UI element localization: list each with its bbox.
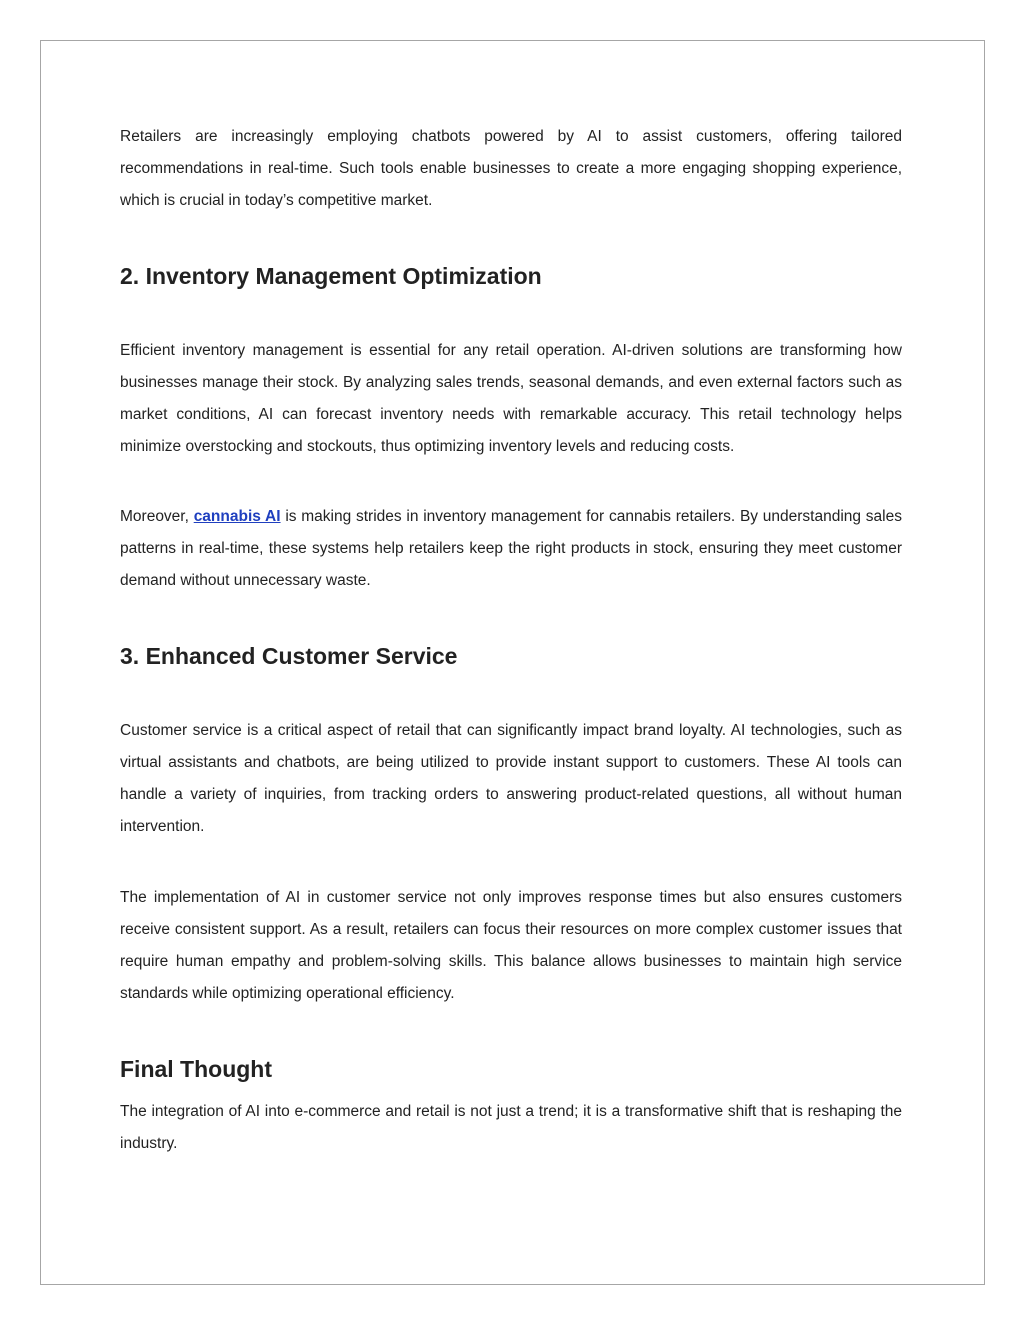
intro-paragraph: Retailers are increasingly employing chatbots powered by AI to assist customers, offering tailored recommendations in real-time. Such tools enable businesses to create a more engaging shopping experience, which is crucial in today’s competitive market. bbox=[120, 128, 902, 209]
final-thought-paragraph: The integration of AI into e-commerce and retail is not just a trend; it is a transformative shift that is reshaping the industry. bbox=[120, 1103, 902, 1152]
document-body bbox=[120, 121, 902, 1160]
customer-service-paragraph-2: The implementation of AI in customer service not only improves response times but also ensures customers receive consistent support. As a result, retailers can focus their resources on more complex customer issues that require human empathy and problem-solving skills. This balance allows businesses to maintain high service standards while optimizing operational efficiency. bbox=[120, 889, 902, 1002]
inventory-paragraph-1: Efficient inventory management is essential for any retail operation. AI-driven solutions are transforming how businesses manage their stock. By analyzing sales trends, seasonal demands, and even external factors such as market conditions, AI can forecast inventory needs with remarkable accuracy. This retail technology helps minimize overstocking and stockouts, thus optimizing inventory levels and reducing costs. bbox=[120, 342, 902, 455]
cannabis-ai-link[interactable]: cannabis AI bbox=[193, 508, 281, 525]
section-heading-customer-service: 3. Enhanced Customer Service bbox=[120, 643, 458, 669]
section-heading-inventory: 2. Inventory Management Optimization bbox=[120, 263, 542, 289]
inventory-paragraph-2 bbox=[120, 501, 902, 597]
inventory-paragraph-2-prefix: Moreover, bbox=[120, 508, 194, 525]
customer-service-paragraph-1: Customer service is a critical aspect of retail that can significantly impact brand loyalty. AI technologies, such as virtual assistants and chatbots, are being utilized to provide instant support to customers. These AI tools can handle a variety of inquiries, from tracking orders to answering product-related questions, all without human intervention. bbox=[120, 722, 902, 835]
section-heading-final-thought: Final Thought bbox=[120, 1056, 273, 1082]
inventory-paragraph-2-suffix: is making strides in inventory management for cannabis retailers. By understanding sales patterns in real-time, these systems help retailers keep the right products in stock, ensuring they meet customer demand without unnecessary waste. bbox=[120, 508, 902, 589]
